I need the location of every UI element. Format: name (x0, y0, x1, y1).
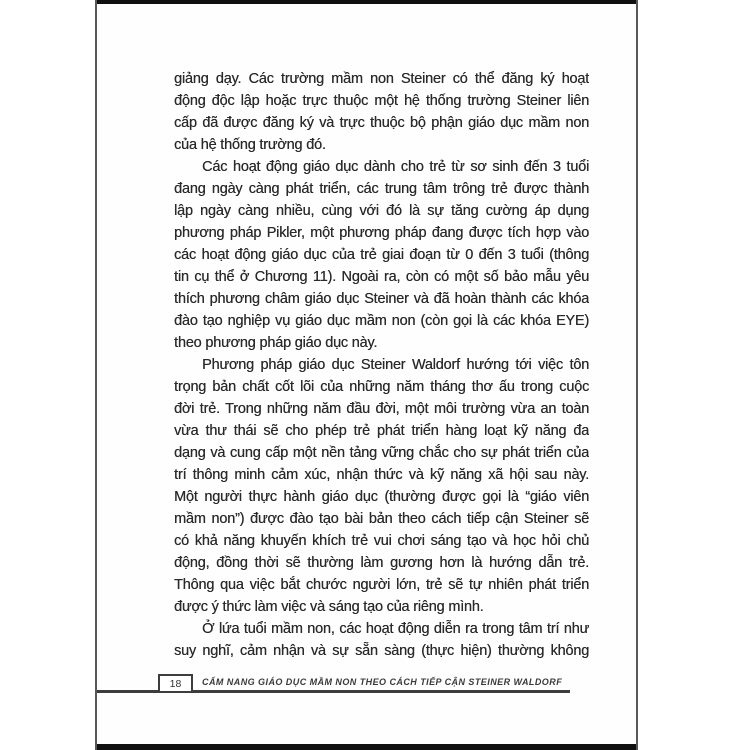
text-line: thích phương châm giáo dục Steiner và đã hoàn thành các khóa (174, 291, 589, 307)
text-line: trọng bản chất cốt lõi của những năm tháng thơ ấu trong cuộc (174, 379, 589, 395)
text-line: đời trẻ. Trong những năm đầu đời, một môi trường vừa an toàn (174, 401, 589, 417)
text-line: Các hoạt động giáo dục dành cho trẻ từ sơ sinh đến 3 tuổi (202, 159, 589, 175)
text-line: Một người thực hành giáo dục (thường được gọi là “giáo viên (174, 489, 589, 505)
text-line: tin cụ thể ở Chương 11). Ngoài ra, còn có một số bảo mẫu yêu (174, 269, 589, 285)
page-right-edge-line (636, 0, 638, 750)
page-body (174, 68, 589, 662)
text-line: giảng dạy. Các trường mầm non Steiner có thể đăng ký hoạt (174, 71, 589, 87)
page-number-box (158, 674, 193, 693)
text-line: đang ngày càng phát triển, các trung tâm trông trẻ được thành (174, 181, 589, 197)
text-line: được ý thức làm việc và sáng tạo của riêng mình. (174, 599, 484, 615)
text-line: vừa thư thái sẽ cho phép trẻ phát triển hàng loạt kỹ năng đa (174, 423, 589, 439)
text-line: của hệ thống trường đó. (174, 137, 326, 153)
page-left-edge-line (95, 0, 97, 750)
text-line: theo phương pháp giáo dục này. (174, 335, 378, 351)
text-line: Thông qua việc bắt chước người lớn, trẻ sẽ tự nhiên phát triển (174, 577, 589, 593)
page-top-edge-bar (97, 0, 636, 4)
text-line: Ở lứa tuổi mầm non, các hoạt động diễn ra trong tâm trí như (202, 621, 589, 637)
text-line: Phương pháp giáo dục Steiner Waldorf hướng tới việc tôn (202, 357, 589, 373)
page-number: 18 (169, 677, 182, 690)
text-line: suy nghĩ, cảm nhận và sự sẵn sàng (thực hiện) thường không (174, 643, 589, 659)
text-line: đào tạo nghiệp vụ giáo dục mầm non (còn gọi là các khóa EYE) (174, 313, 589, 329)
text-line: động, đồng thời sẽ thường làm gương hơn là hướng dẫn trẻ. (174, 555, 589, 571)
text-line: lập ngày càng nhiều, cùng với đó là sự tăng cường áp dụng (174, 203, 589, 219)
text-line: có khả năng khuyến khích trẻ vui chơi sáng tạo và học hỏi chủ (174, 533, 589, 549)
text-line: cấp đã được đăng ký và trực thuộc bộ phận giáo dục mầm non (174, 115, 589, 131)
text-line: phương pháp Pikler, một phương pháp đang được tích hợp vào (174, 225, 589, 241)
page-bottom-edge-bar (97, 744, 636, 750)
text-line: mầm non”) được đào tạo bài bản theo cách tiếp cận Steiner sẽ (174, 511, 589, 527)
text-line: dạng và cung cấp một nền tảng vững chắc cho sự phát triển của (174, 445, 589, 461)
text-line: các hoạt động giáo dục của trẻ giai đoạn từ 0 đến 3 tuổi (thông (174, 247, 589, 263)
text-line: động độc lập hoặc trực thuộc một hệ thống trường Steiner liên (174, 93, 589, 109)
text-line: trí thông minh cảm xúc, nhận thức và kỹ năng xã hội sau này. (174, 467, 589, 483)
running-title: CẨM NANG GIÁO DỤC MẦM NON THEO CÁCH TIẾP CẬN STEINER WALDORF (202, 677, 563, 687)
